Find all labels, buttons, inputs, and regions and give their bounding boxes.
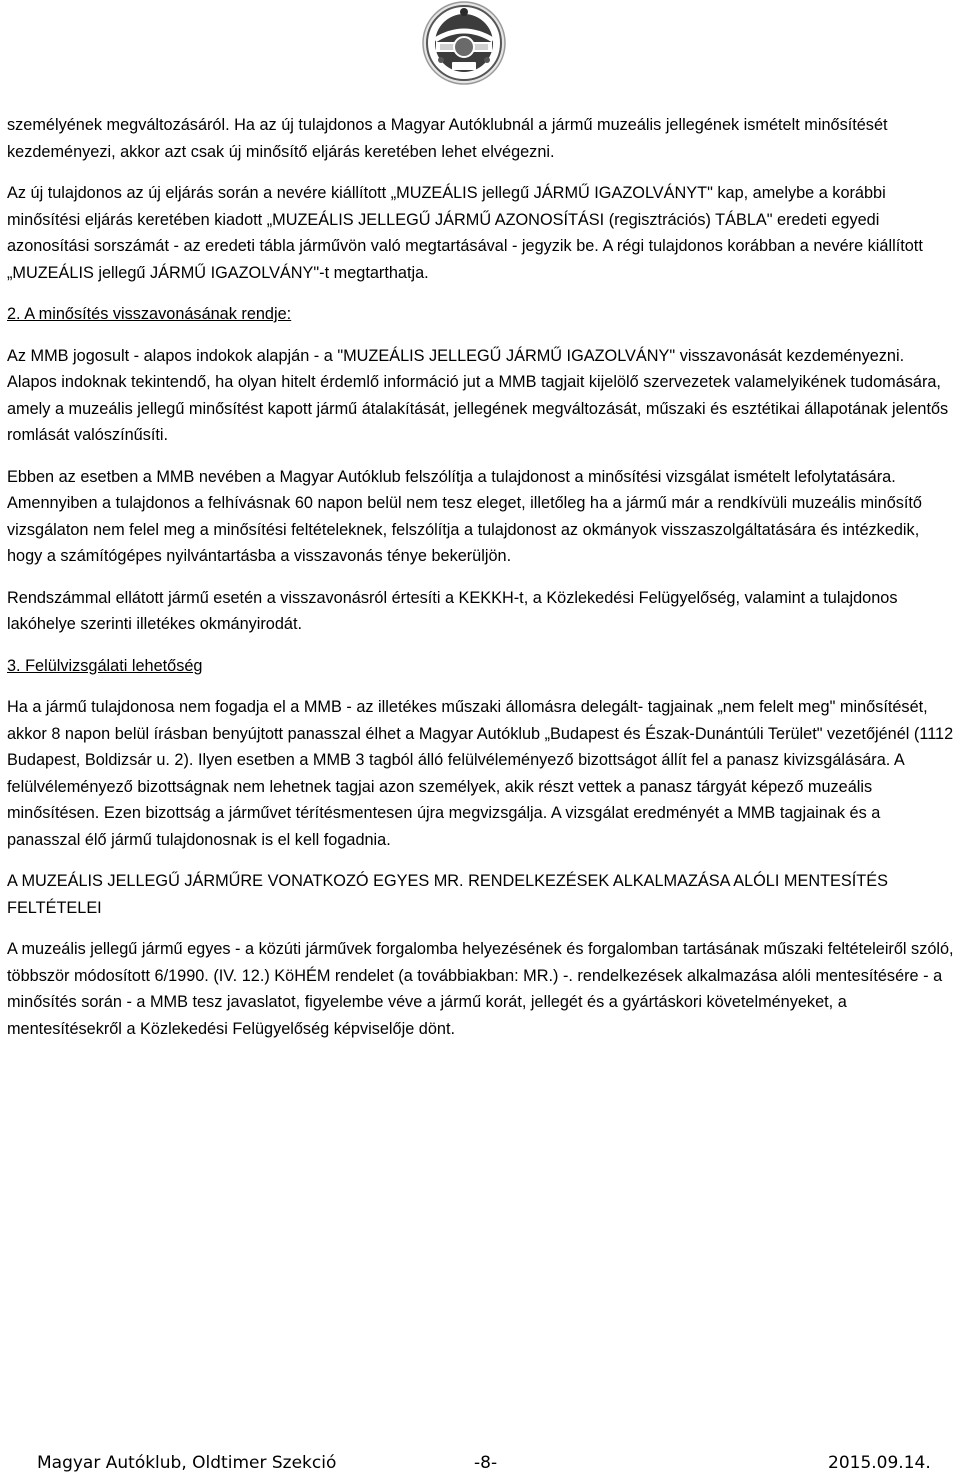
footer-organization: Magyar Autóklub, Oldtimer Szekció [37,1453,337,1473]
paragraph-registration-notice: Rendszámmal ellátott jármű esetén a visszavonásról értesíti a KEKKH-t, a Közlekedési Felügyelőség, valamint a tulajdonos lakóhelye szerinti illetékes okmányirodát. [7,588,898,633]
paragraph-new-owner-procedure: Az új tulajdonos az új eljárás során a nevére kiállított „MUZEÁLIS jellegű JÁRMŰ IGAZOLVÁNYT" kap, amelybe a korábbi minősítési eljárás keretében kiadott „MUZEÁLIS JELLEGŰ JÁRMŰ AZONOSÍTÁSI (regisztrációs) TÁBLA" eredeti egyedi azonosítási sorszámát - az eredeti tábla járművön való megtartásával - jegyzik be. A régi tulajdonos korábban a nevére kiállított „MUZEÁLIS jellegű JÁRMŰ IGAZOLVÁNY"-t megtarthatja. [7,184,923,282]
paragraph-exemption-rules: A muzeális jellegű jármű egyes - a közúti járművek forgalomba helyezésének és forgalomban tartásának műszaki feltételeiről szóló, többször módosított 6/1990. (IV. 12.) KöHÉM rendelet (a továbbiakban: MR.) -. rendelkezések alkalmazása alóli mentesítésére - a minősítés során - a MMB tesz javaslatot, figyelembe véve a jármű korát, jellegét és a gyártáskori követelményeket, a mentesítésekről a Közlekedési Felügyelőség képviselője dönt. [7,940,954,1038]
magyar-autoklub-logo-icon [421,0,507,86]
footer-page-number: -8- [474,1453,498,1473]
document-body [7,112,955,1042]
paragraph-re-examination: Ebben az esetben a MMB nevében a Magyar Autóklub felszólítja a tulajdonost a minősítési vizsgálat ismételt lefolytatására. Amennyiben a tulajdonos a felhívásnak 60 napon belül nem tesz eleget, illetőleg ha a jármű már a rendkívüli muzeális minősítő vizsgálaton nem felel meg a minősítési feltételeknek, felszólítja a tulajdonost az okmányok visszaszolgáltatására és intézkedik, hogy a számítógépes nyilvántartásba a visszavonás ténye bekerüljön. [7,467,922,565]
paragraph-ownership-change: személyének megváltozásáról. Ha az új tulajdonos a Magyar Autóklubnál a jármű muzeális jellegének ismételt minősítését kezdeményezi, akkor azt csak új minősítő eljárás keretében lehet elvégezni. [7,116,888,161]
heading-revocation-order: 2. A minősítés visszavonásának rendje: [7,305,292,323]
paragraph-complaint-procedure: Ha a jármű tulajdonosa nem fogadja el a MMB - az illetékes műszaki állomásra delegált- tagjainak „nem felelt meg" minősítését, akkor 8 napon belül írásban benyújtott panasszal élhet a Magyar Autóklub „Budapest és Észak-Dunántúli Terület" vezetőjénél (1112 Budapest, Boldizsár u. 2). Ilyen esetben a MMB 3 tagból álló felülvéleményező bizottságot állít fel a panasz kivizsgálására. A felülvéleményező bizottságnak nem lehetnek tagjai azon személyek, akik részt vettek a panasz tárgyát képező muzeális minősítésen. Ezen bizottság a járművet térítésmentesen újra megvizsgálja. A vizsgálat eredményét a MMB tagjainak és a panasszal élő jármű tulajdonosnak is el kell fogadnia. [7,698,954,849]
heading-review-option: 3. Felülvizsgálati lehetőség [7,656,203,675]
page-footer [0,1450,960,1476]
heading-exemption-conditions: A MUZEÁLIS JELLEGŰ JÁRMŰRE VONATKOZÓ EGYES MR. RENDELKEZÉSEK ALKALMAZÁSA ALÓLI MENTESÍTÉS FELTÉTELEI [7,872,888,917]
footer-date: 2015.09.14. [828,1453,931,1473]
paragraph-revocation-grounds: Az MMB jogosult - alapos indokok alapján - a "MUZEÁLIS JELLEGŰ JÁRMŰ IGAZOLVÁNY" visszavonását kezdeményezni. Alapos indoknak tekintendő, ha olyan hitelt érdemlő információ jut a MMB tagjait kijelölő szervezetek valamelyikének tudomására, amely a muzeális jellegű minősítést kapott jármű átalakítását, jellegének megváltozását, műszaki és esztétikai állapotának jelentős romlását valószínűsíti. [7,346,949,444]
